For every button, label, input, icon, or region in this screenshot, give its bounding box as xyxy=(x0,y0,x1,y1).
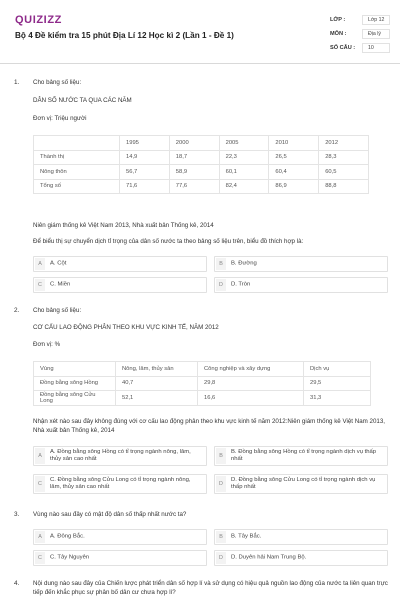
question-1-option-b[interactable] xyxy=(214,256,388,272)
table-cell: 29,8 xyxy=(198,376,304,391)
question-4-prompt: Nội dung nào sau đây của Chiến lược phát triển dân số hợp lí và sử dụng có hiệu quả nguồn lao động của nước ta liên quan trực tiếp đến khắc phục sự phân bố dân cư chưa hợp lí? xyxy=(33,580,388,596)
class-label: LỚP : xyxy=(330,17,346,23)
question-2-option-b[interactable] xyxy=(214,446,388,466)
question-count-field: 10 xyxy=(362,43,390,53)
table-cell: Vùng xyxy=(34,362,116,377)
table-cell: 16,6 xyxy=(198,391,304,406)
question-3-prompt: Vùng nào sau đây có mật độ dân số thấp nhất nước ta? xyxy=(33,511,187,518)
table-cell: Dịch vụ xyxy=(304,362,371,377)
option-text: B. Đồng bằng sông Hồng có tỉ trọng ngành dịch vụ thấp nhất xyxy=(231,449,377,462)
option-letter: D xyxy=(216,552,226,564)
table-cell: 71,6 xyxy=(120,179,170,194)
table-cell: Đồng bằng sông Cửu Long xyxy=(34,391,116,406)
option-letter: D xyxy=(216,279,226,291)
table-cell: Nông thôn xyxy=(34,165,120,180)
option-text: A. Đồng bằng sông Hồng có tỉ trọng ngành nông, lâm, thủy sản cao nhất xyxy=(50,449,191,462)
table-cell: 1995 xyxy=(120,136,170,151)
table-cell: 18,7 xyxy=(169,150,219,165)
table-cell: 82,4 xyxy=(219,179,269,194)
table-cell xyxy=(34,136,120,151)
question-2-option-d[interactable] xyxy=(214,474,388,494)
question-1-option-c[interactable] xyxy=(33,277,207,293)
table-cell: Đồng bằng sông Hồng xyxy=(34,376,116,391)
option-text: D. Duyên hải Nam Trung Bộ. xyxy=(231,554,307,561)
question-1-option-a[interactable] xyxy=(33,256,207,272)
table-cell: 60,5 xyxy=(319,165,369,180)
question-3-option-d[interactable] xyxy=(214,550,388,566)
worksheet-header xyxy=(0,0,400,64)
table-cell: 52,1 xyxy=(116,391,198,406)
option-text: A. Đông Bắc. xyxy=(50,533,85,540)
table-cell: 60,4 xyxy=(269,165,319,180)
option-text: C. Miền xyxy=(50,281,71,288)
question-3-option-b[interactable] xyxy=(214,529,388,545)
table-cell: 77,6 xyxy=(169,179,219,194)
table-cell: 58,9 xyxy=(169,165,219,180)
population-table xyxy=(33,135,369,194)
table-cell: 2012 xyxy=(319,136,369,151)
table-cell: 22,3 xyxy=(219,150,269,165)
table-row xyxy=(34,362,371,377)
option-text: A. Cột xyxy=(50,260,67,267)
table-cell: Thành thị xyxy=(34,150,120,165)
question-2-table-title: CƠ CẤU LAO ĐỘNG PHÂN THEO KHU VỰC KINH TẾ, NĂM 2012 xyxy=(33,324,219,331)
option-text: D. Tròn xyxy=(231,281,251,288)
table-cell: 29,5 xyxy=(304,376,371,391)
question-3-number: 3. xyxy=(14,511,20,518)
table-cell: Nông, lâm, thủy sản xyxy=(116,362,198,377)
table-cell: 28,3 xyxy=(319,150,369,165)
table-cell: 60,1 xyxy=(219,165,269,180)
question-2-option-a[interactable] xyxy=(33,446,207,466)
question-3-option-c[interactable] xyxy=(33,550,207,566)
table-cell: Công nghiệp và xây dựng xyxy=(198,362,304,377)
subject-label: MÔN : xyxy=(330,31,347,37)
subject-field: Địa lý xyxy=(362,29,390,39)
table-cell: 2000 xyxy=(169,136,219,151)
question-2-intro: Cho bảng số liệu: xyxy=(33,307,82,314)
option-text: B. Tây Bắc. xyxy=(231,533,262,540)
table-cell: 86,9 xyxy=(269,179,319,194)
question-2-number: 2. xyxy=(14,307,20,314)
option-letter: C xyxy=(35,279,45,291)
option-letter: A xyxy=(35,531,45,543)
table-row xyxy=(34,136,369,151)
question-2-option-c[interactable] xyxy=(33,474,207,494)
option-letter: D xyxy=(216,476,226,492)
table-cell: 56,7 xyxy=(120,165,170,180)
question-3-option-a[interactable] xyxy=(33,529,207,545)
question-1-source: Niên giám thống kê Việt Nam 2013, Nhà xuất bản Thống kê, 2014 xyxy=(33,222,214,229)
table-cell: 2005 xyxy=(219,136,269,151)
option-letter: B xyxy=(216,448,226,464)
option-letter: A xyxy=(35,448,45,464)
question-1-option-d[interactable] xyxy=(214,277,388,293)
table-cell: 26,5 xyxy=(269,150,319,165)
table-cell: 31,3 xyxy=(304,391,371,406)
table-row xyxy=(34,391,371,406)
question-1-number: 1. xyxy=(14,79,20,86)
question-4-number: 4. xyxy=(14,580,20,587)
table-cell: Tổng số xyxy=(34,179,120,194)
table-cell: 40,7 xyxy=(116,376,198,391)
option-letter: C xyxy=(35,476,45,492)
table-row xyxy=(34,376,371,391)
class-field: Lớp 12 xyxy=(362,15,390,25)
table-row xyxy=(34,179,369,194)
question-2-prompt: Nhận xét nào sau đây không đúng với cơ cấu lao động phân theo khu vực kinh tế năm 2012:Niên giám thống kê Việt Nam 2013, Nhà xuất bản Thống kê, 2014 xyxy=(33,418,385,434)
table-cell: 88,8 xyxy=(319,179,369,194)
question-1-prompt: Để biểu thị sự chuyển dịch tỉ trọng của dân số nước ta theo bảng số liệu trên, biểu đồ thích hợp là: xyxy=(33,238,304,245)
option-text: D. Đồng bằng sông Cửu Long có tỉ trọng ngành dịch vụ thấp nhất xyxy=(231,477,376,490)
quizizz-logo: QUIZIZZ xyxy=(15,14,62,26)
question-1-table-title: DÂN SỐ NƯỚC TA QUA CÁC NĂM xyxy=(33,97,132,104)
option-letter: C xyxy=(35,552,45,564)
option-text: B. Đường xyxy=(231,260,257,267)
table-row xyxy=(34,150,369,165)
option-letter: B xyxy=(216,258,226,270)
question-1-intro: Cho bảng số liệu: xyxy=(33,79,82,86)
question-2-unit: Đơn vị: % xyxy=(33,341,61,348)
table-cell: 14,9 xyxy=(120,150,170,165)
option-letter: B xyxy=(216,531,226,543)
question-1-unit: Đơn vị: Triệu người xyxy=(33,115,87,122)
labor-structure-table xyxy=(33,361,371,406)
option-text: C. Đồng bằng sông Cửu Long có tỉ trọng ngành nông, lâm, thủy sản cao nhất xyxy=(50,477,191,490)
option-text: C. Tây Nguyên xyxy=(50,554,90,561)
question-count-label: SỐ CÂU : xyxy=(330,45,356,51)
option-letter: A xyxy=(35,258,45,270)
table-cell: 2010 xyxy=(269,136,319,151)
worksheet-title: Bộ 4 Đề kiểm tra 15 phút Địa Lí 12 Học kì 2 (Lần 1 - Đề 1) xyxy=(15,31,234,40)
table-row xyxy=(34,165,369,180)
